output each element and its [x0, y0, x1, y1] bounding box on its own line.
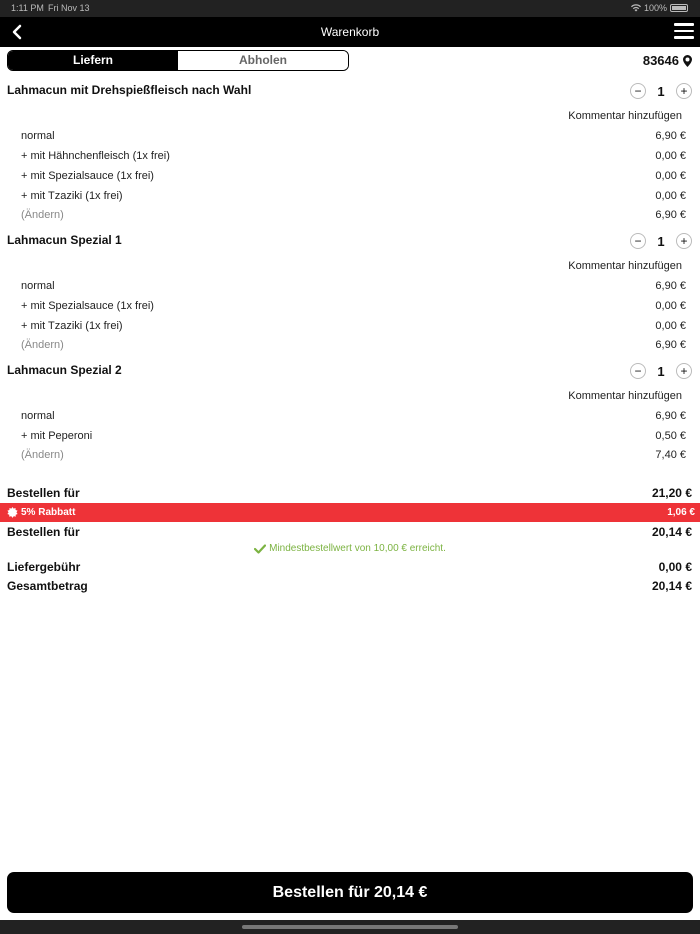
- cart-line-price: 6,90 €: [655, 339, 686, 351]
- total-label: Gesamtbetrag: [7, 579, 88, 593]
- cart-line-edit: [21, 209, 686, 221]
- increase-quantity-button[interactable]: +: [676, 83, 692, 99]
- quantity-value: 1: [657, 233, 665, 249]
- subtotal-label: Bestellen für: [7, 486, 80, 500]
- nav-bar: [0, 17, 700, 47]
- minimum-order-note: [0, 543, 700, 554]
- increase-quantity-button[interactable]: +: [676, 363, 692, 379]
- discount-badge-icon: [7, 507, 18, 518]
- quantity-value: 1: [657, 83, 665, 99]
- cart-line: [21, 150, 686, 162]
- cart-line-price: 6,90 €: [655, 280, 686, 292]
- cart-line-price: 6,90 €: [655, 209, 686, 221]
- add-comment-link[interactable]: Kommentar hinzufügen: [568, 390, 682, 402]
- quantity-stepper: [630, 233, 692, 249]
- postcode-selector[interactable]: [643, 53, 692, 68]
- cart-line-price: 0,00 €: [655, 190, 686, 202]
- cart-line-price: 7,40 €: [655, 449, 686, 461]
- cart-line: [21, 320, 686, 332]
- battery-icon: [670, 4, 688, 12]
- increase-quantity-button[interactable]: +: [676, 233, 692, 249]
- cart-line-label: normal: [21, 410, 55, 422]
- cart-line-edit: [21, 449, 686, 461]
- tab-abholen[interactable]: Abholen: [178, 51, 348, 70]
- status-bar: [0, 0, 700, 17]
- cart-line-price: 0,00 €: [655, 300, 686, 312]
- place-order-button[interactable]: Bestellen für 20,14 €: [7, 872, 693, 913]
- cart-item-title: Lahmacun mit Drehspießfleisch nach Wahl: [7, 83, 252, 97]
- tab-liefern[interactable]: Liefern: [8, 51, 178, 70]
- delivery-fee-label: Liefergebühr: [7, 560, 81, 574]
- quantity-value: 1: [657, 363, 665, 379]
- cart-item-title: Lahmacun Spezial 2: [7, 363, 122, 377]
- location-pin-icon: [683, 55, 692, 67]
- cart-line-label: + mit Tzaziki (1x frei): [21, 320, 123, 332]
- minimum-order-text: Mindestbestellwert von 10,00 € erreicht.: [269, 543, 446, 554]
- decrease-quantity-button[interactable]: −: [630, 83, 646, 99]
- cart-line-price: 6,90 €: [655, 410, 686, 422]
- cart-line-price: 6,90 €: [655, 130, 686, 142]
- cart-line: [21, 410, 686, 422]
- cart-line-price: 0,00 €: [655, 170, 686, 182]
- cart-line: [21, 280, 686, 292]
- cart-line-label: + mit Hähnchenfleisch (1x frei): [21, 150, 170, 162]
- add-comment-link[interactable]: Kommentar hinzufügen: [568, 110, 682, 122]
- cart-line-price: 0,50 €: [655, 430, 686, 442]
- status-right: [631, 3, 688, 13]
- discount-row: [0, 503, 700, 522]
- total-row: [7, 579, 692, 593]
- cart-line-price: 0,00 €: [655, 150, 686, 162]
- delivery-mode-segment: [7, 50, 349, 71]
- cart-line: [21, 170, 686, 182]
- quantity-stepper: [630, 83, 692, 99]
- after-discount-value: 20,14 €: [651, 525, 692, 539]
- after-discount-row: [7, 525, 692, 539]
- wifi-icon: [631, 4, 641, 12]
- edit-item-link[interactable]: (Ändern): [21, 449, 64, 461]
- status-date: Fri Nov 13: [48, 3, 90, 13]
- cart-line: [21, 300, 686, 312]
- cart-item-title: Lahmacun Spezial 1: [7, 233, 122, 247]
- delivery-fee-value: 0,00 €: [658, 560, 692, 574]
- home-indicator[interactable]: [242, 925, 458, 929]
- subtotal-value: 21,20 €: [651, 486, 692, 500]
- add-comment-link[interactable]: Kommentar hinzufügen: [568, 260, 682, 272]
- edit-item-link[interactable]: (Ändern): [21, 209, 64, 221]
- cart-line-label: + mit Spezialsauce (1x frei): [21, 170, 154, 182]
- decrease-quantity-button[interactable]: −: [630, 233, 646, 249]
- edit-item-link[interactable]: (Ändern): [21, 339, 64, 351]
- battery-percent: 100%: [643, 3, 667, 13]
- hamburger-menu-icon[interactable]: [674, 23, 694, 41]
- cart-line-edit: [21, 339, 686, 351]
- cart-line-label: normal: [21, 130, 55, 142]
- delivery-fee-row: [7, 560, 692, 574]
- quantity-stepper: [630, 363, 692, 379]
- cart-line-label: + mit Spezialsauce (1x frei): [21, 300, 154, 312]
- decrease-quantity-button[interactable]: −: [630, 363, 646, 379]
- page-title: Warenkorb: [320, 25, 380, 39]
- checkmark-icon: [254, 544, 266, 554]
- discount-value: 1,06 €: [667, 507, 695, 518]
- cart-line: [21, 190, 686, 202]
- cart-line-label: + mit Tzaziki (1x frei): [21, 190, 123, 202]
- cart-line: [21, 130, 686, 142]
- cart-line-price: 0,00 €: [655, 320, 686, 332]
- status-time: 1:11 PM: [11, 3, 44, 13]
- postcode-value: 83646: [642, 53, 679, 68]
- total-value: 20,14 €: [651, 579, 692, 593]
- discount-label: 5% Rabbatt: [21, 507, 76, 518]
- subtotal-row: [7, 486, 692, 500]
- cart-line-label: + mit Peperoni: [21, 430, 93, 442]
- after-discount-label: Bestellen für: [7, 525, 80, 539]
- cart-line: [21, 430, 686, 442]
- cart-line-label: normal: [21, 280, 55, 292]
